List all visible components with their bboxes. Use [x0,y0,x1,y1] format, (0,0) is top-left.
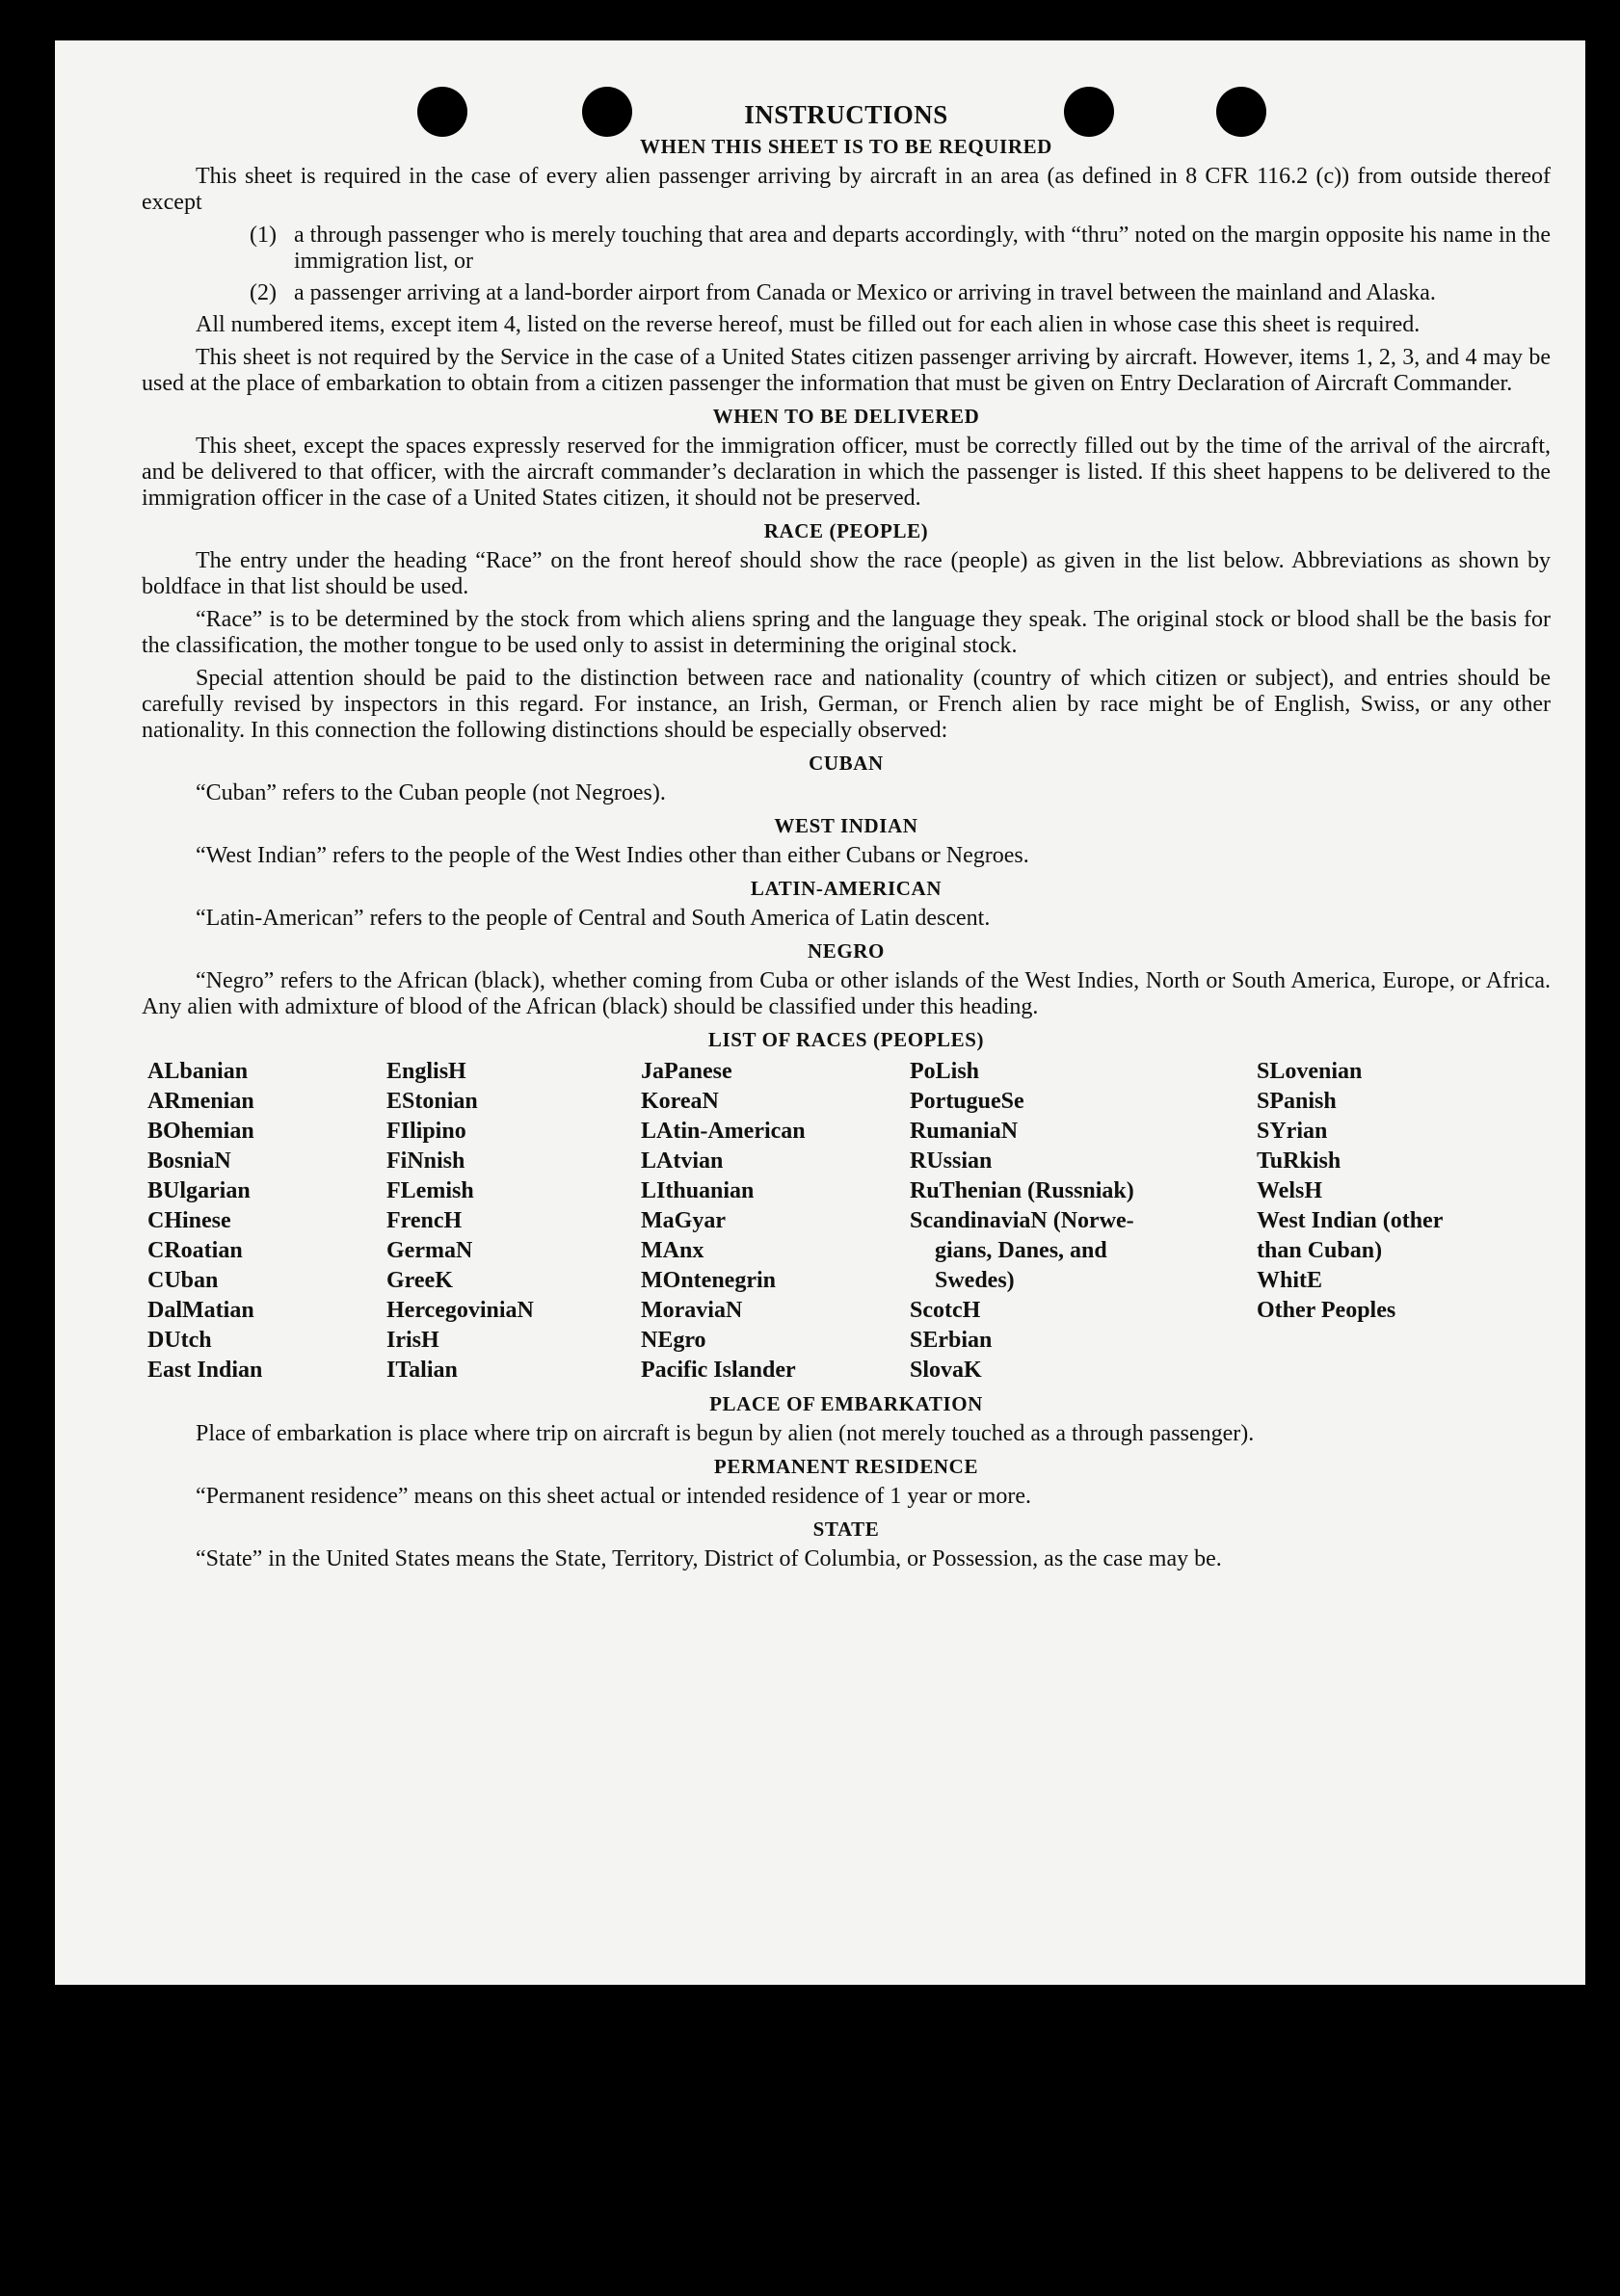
list-item: East Indian [147,1358,263,1383]
list-item: FrencH [386,1208,463,1233]
list-item: DUtch [147,1328,212,1353]
list-item: TuRkish [1257,1148,1341,1174]
state-text: “State” in the United States means the State, Territory, District of Columbia, or Possession, as the case may be. [196,1546,1222,1571]
exception-text: a through passenger who is merely touching that area and departs accordingly, with “thru” noted on the margin opposite his name in the immigration list, or [294,223,1551,274]
heading-cuban: CUBAN [809,752,884,775]
exception-number: (2) [250,280,277,305]
list-item: ALbanian [147,1059,249,1084]
list-item: RUssian [910,1148,993,1174]
list-item: HercegoviniaN [386,1298,534,1323]
list-item: GreeK [386,1268,453,1293]
heading-latin-american: LATIN-AMERICAN [750,877,943,900]
delivered-text: This sheet, except the spaces expressly reserved for the immigration officer, must be correctly filled out by the time of the arrival of the aircraft, and be delivered to that officer, with the aircraft commander’s declaration in which the passenger is listed. If this sheet happens to be delivered to the immigration officer in the case of a United States citizen, it should not be preserved. [142,434,1551,511]
heading-when-required: WHEN THIS SHEET IS TO BE REQUIRED [640,135,1052,158]
list-item: IrisH [386,1328,439,1353]
embarkation-text: Place of embarkation is place where trip on aircraft is begun by alien (not merely touched as a through passenger). [196,1421,1255,1446]
list-item: ScotcH [910,1298,981,1323]
list-item: SLovenian [1257,1059,1363,1084]
list-item: ITalian [386,1358,458,1383]
heading-state: STATE [812,1517,880,1541]
list-item: LIthuanian [641,1178,755,1203]
list-item: Pacific Islander [641,1358,796,1383]
list-item: BosniaN [147,1148,231,1174]
list-item: MAnx [641,1238,704,1263]
list-item: than Cuban) [1257,1238,1383,1263]
instructions-content [142,102,1551,1579]
list-item: WelsH [1257,1178,1323,1203]
required-intro: This sheet is required in the case of every alien passenger arriving by aircraft in an area (as defined in 8 CFR 116.2 (c)) from outside thereof except [142,164,1551,215]
list-item: PortugueSe [910,1089,1024,1114]
races-column-3 [641,1057,910,1386]
races-column-1 [147,1057,386,1386]
heading-when-delivered: WHEN TO BE DELIVERED [712,405,980,428]
list-item: FIlipino [386,1119,466,1144]
exception-item-2 [142,280,1551,306]
list-item: Other Peoples [1257,1298,1396,1323]
list-item: NEgro [641,1328,706,1353]
list-item: SYrian [1257,1119,1328,1144]
list-item: CRoatian [147,1238,243,1263]
races-column-2 [386,1057,641,1386]
heading-list-of-races: LIST OF RACES (PEOPLES) [707,1028,985,1051]
residence-text: “Permanent residence” means on this sheet actual or intended residence of 1 year or more. [196,1484,1031,1509]
list-item: WhitE [1257,1268,1323,1293]
list-item: Swedes) [935,1268,1015,1293]
list-item: SlovaK [910,1358,982,1383]
required-para-2: All numbered items, except item 4, listed on the reverse hereof, must be filled out for each alien in whose case this sheet is required. [196,312,1421,337]
heading-permanent-residence: PERMANENT RESIDENCE [713,1455,979,1478]
list-item: LAtvian [641,1148,724,1174]
list-item: FLemish [386,1178,474,1203]
list-item: LAtin-American [641,1119,806,1144]
list-item: SPanish [1257,1089,1337,1114]
race-para-2: “Race” is to be determined by the stock from which aliens spring and the language they speak. The original stock or blood shall be the basis for the classification, the mother tongue to be used only to assist in determining the original stock. [142,607,1551,658]
list-item: MOntenegrin [641,1268,776,1293]
list-item: MaGyar [641,1208,726,1233]
heading-embarkation: PLACE OF EMBARKATION [709,1392,983,1415]
list-item: GermaN [386,1238,473,1263]
cuban-text: “Cuban” refers to the Cuban people (not Negroes). [196,780,666,805]
list-item: EnglisH [386,1059,466,1084]
list-item: DalMatian [147,1298,254,1323]
list-item: JaPanese [641,1059,732,1084]
exception-text: a passenger arriving at a land-border airport from Canada or Mexico or arriving in travel between the mainland and Alaska. [294,280,1436,305]
list-item: BUlgarian [147,1178,251,1203]
list-item: RuThenian (Russniak) [910,1178,1134,1203]
list-item: ScandinaviaN (Norwe- [910,1208,1134,1233]
heading-west-indian: WEST INDIAN [774,814,918,837]
exception-item-1 [142,223,1551,275]
list-item: EStonian [386,1089,478,1114]
races-column-5 [1257,1057,1517,1386]
exception-number: (1) [250,223,277,248]
list-item: MoraviaN [641,1298,743,1323]
list-item: BOhemian [147,1119,254,1144]
race-para-3: Special attention should be paid to the distinction between race and nationality (country of which citizen or subject), and entries should be carefully revised by inspectors in this regard. For instance, an Irish, German, or French alien by race might be of English, Swiss, or any other nationality. In this connection the following distinctions should be especially observed: [142,666,1551,743]
list-item: West Indian (other [1257,1208,1444,1233]
heading-race: RACE (PEOPLE) [763,519,929,542]
page-title: INSTRUCTIONS [744,100,948,129]
list-item: KoreaN [641,1089,719,1114]
list-item: CUban [147,1268,219,1293]
latin-american-text: “Latin-American” refers to the people of Central and South America of Latin descent. [196,906,991,931]
list-item: gians, Danes, and [935,1238,1107,1263]
negro-text: “Negro” refers to the African (black), whether coming from Cuba or other islands of the West Indies, North or South America, Europe, or Africa. Any alien with admixture of blood of the African (black) should be classified under this heading. [142,968,1551,1019]
races-column-4 [910,1057,1257,1386]
document-sheet [55,40,1585,1985]
list-item: FiNnish [386,1148,465,1174]
heading-negro: NEGRO [807,939,885,963]
list-item: SErbian [910,1328,993,1353]
list-item: RumaniaN [910,1119,1019,1144]
list-item: ARmenian [147,1089,254,1114]
list-item: CHinese [147,1208,231,1233]
list-item: PoLish [910,1059,980,1084]
required-para-3: This sheet is not required by the Service in the case of a United States citizen passenger arriving by aircraft. However, items 1, 2, 3, and 4 may be used at the place of embarkation to obtain from a citizen passenger the information that must be given on Entry Declaration of Aircraft Commander. [142,345,1551,396]
west-indian-text: “West Indian” refers to the people of the West Indies other than either Cubans or Negroes. [196,843,1029,868]
races-table [147,1057,1551,1386]
race-para-1: The entry under the heading “Race” on the front hereof should show the race (people) as given in the list below. Abbreviations as shown by boldface in that list should be used. [142,548,1551,599]
